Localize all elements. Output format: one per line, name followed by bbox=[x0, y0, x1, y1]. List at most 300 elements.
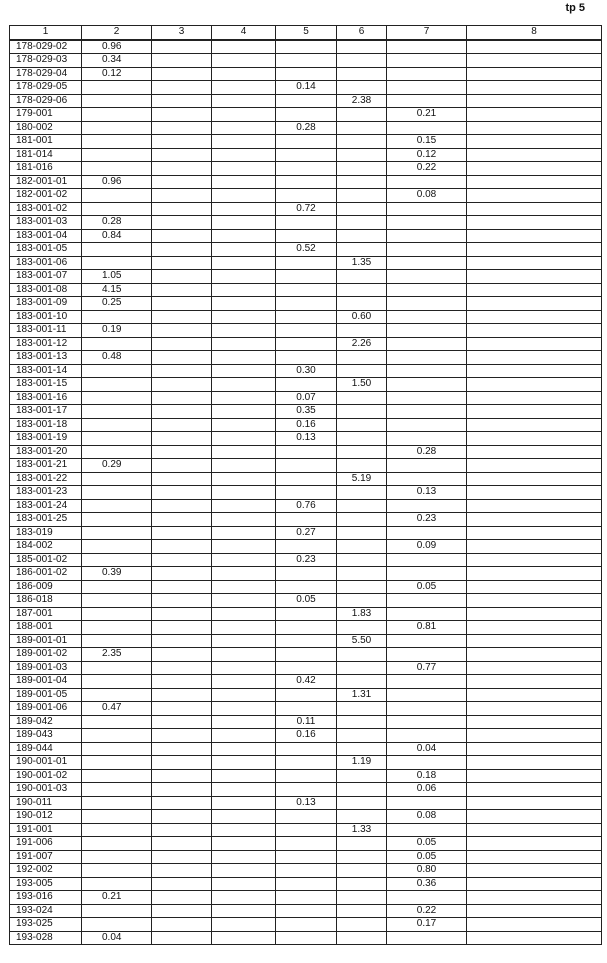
cell-col-3 bbox=[152, 526, 212, 540]
cell-col-7 bbox=[387, 324, 467, 338]
cell-col-5: 0.16 bbox=[276, 418, 337, 432]
cell-col-6 bbox=[337, 297, 387, 311]
cell-col-8 bbox=[467, 175, 602, 189]
cell-col-4 bbox=[212, 621, 276, 635]
cell-col-5: 0.42 bbox=[276, 675, 337, 689]
cell-col-1: 183-001-12 bbox=[10, 337, 82, 351]
cell-col-1: 188-001 bbox=[10, 621, 82, 635]
cell-col-2 bbox=[82, 864, 152, 878]
cell-col-2 bbox=[82, 540, 152, 554]
cell-col-7 bbox=[387, 823, 467, 837]
cell-col-6 bbox=[337, 729, 387, 743]
cell-col-1: 189-044 bbox=[10, 742, 82, 756]
cell-col-5 bbox=[276, 783, 337, 797]
table-row bbox=[10, 351, 602, 365]
cell-col-7 bbox=[387, 81, 467, 95]
cell-col-2 bbox=[82, 769, 152, 783]
cell-col-5 bbox=[276, 472, 337, 486]
cell-col-5 bbox=[276, 918, 337, 932]
cell-col-3 bbox=[152, 351, 212, 365]
cell-col-6 bbox=[337, 459, 387, 473]
cell-col-2 bbox=[82, 189, 152, 203]
cell-col-7: 0.06 bbox=[387, 783, 467, 797]
cell-col-8 bbox=[467, 891, 602, 905]
cell-col-7 bbox=[387, 405, 467, 419]
cell-col-8 bbox=[467, 918, 602, 932]
table-row bbox=[10, 499, 602, 513]
cell-col-3 bbox=[152, 216, 212, 230]
cell-col-7: 0.81 bbox=[387, 621, 467, 635]
cell-col-2 bbox=[82, 715, 152, 729]
cell-col-6 bbox=[337, 67, 387, 81]
cell-col-7 bbox=[387, 310, 467, 324]
cell-col-1: 178-029-05 bbox=[10, 81, 82, 95]
cell-col-3 bbox=[152, 864, 212, 878]
cell-col-8 bbox=[467, 108, 602, 122]
cell-col-8 bbox=[467, 553, 602, 567]
cell-col-7: 0.04 bbox=[387, 742, 467, 756]
cell-col-7 bbox=[387, 432, 467, 446]
cell-col-5 bbox=[276, 67, 337, 81]
cell-col-5 bbox=[276, 756, 337, 770]
cell-col-5: 0.16 bbox=[276, 729, 337, 743]
cell-col-8 bbox=[467, 661, 602, 675]
cell-col-6: 5.50 bbox=[337, 634, 387, 648]
cell-col-6 bbox=[337, 270, 387, 284]
cell-col-5 bbox=[276, 702, 337, 716]
cell-col-7: 0.28 bbox=[387, 445, 467, 459]
cell-col-5 bbox=[276, 94, 337, 108]
cell-col-3 bbox=[152, 877, 212, 891]
cell-col-6 bbox=[337, 202, 387, 216]
cell-col-4 bbox=[212, 756, 276, 770]
cell-col-8 bbox=[467, 675, 602, 689]
cell-col-2: 2.35 bbox=[82, 648, 152, 662]
cell-col-4 bbox=[212, 580, 276, 594]
table-row bbox=[10, 175, 602, 189]
cell-col-4 bbox=[212, 432, 276, 446]
cell-col-1: 183-001-21 bbox=[10, 459, 82, 473]
cell-col-3 bbox=[152, 202, 212, 216]
cell-col-5: 0.35 bbox=[276, 405, 337, 419]
cell-col-6 bbox=[337, 904, 387, 918]
cell-col-7 bbox=[387, 364, 467, 378]
table-row bbox=[10, 594, 602, 608]
cell-col-2 bbox=[82, 756, 152, 770]
cell-col-4 bbox=[212, 418, 276, 432]
cell-col-5 bbox=[276, 931, 337, 945]
cell-col-7: 0.18 bbox=[387, 769, 467, 783]
table-row bbox=[10, 148, 602, 162]
cell-col-7 bbox=[387, 418, 467, 432]
cell-col-8 bbox=[467, 310, 602, 324]
cell-col-7 bbox=[387, 337, 467, 351]
cell-col-4 bbox=[212, 513, 276, 527]
cell-col-2: 0.96 bbox=[82, 175, 152, 189]
table-row bbox=[10, 648, 602, 662]
table-row bbox=[10, 364, 602, 378]
cell-col-1: 191-007 bbox=[10, 850, 82, 864]
cell-col-2 bbox=[82, 391, 152, 405]
cell-col-3 bbox=[152, 310, 212, 324]
cell-col-7: 0.17 bbox=[387, 918, 467, 932]
cell-col-8 bbox=[467, 810, 602, 824]
cell-col-2: 0.39 bbox=[82, 567, 152, 581]
cell-col-1: 184-002 bbox=[10, 540, 82, 554]
cell-col-7 bbox=[387, 648, 467, 662]
cell-col-8 bbox=[467, 769, 602, 783]
cell-col-1: 183-019 bbox=[10, 526, 82, 540]
cell-col-6: 1.83 bbox=[337, 607, 387, 621]
cell-col-3 bbox=[152, 918, 212, 932]
table-row bbox=[10, 432, 602, 446]
cell-col-3 bbox=[152, 418, 212, 432]
cell-col-5 bbox=[276, 324, 337, 338]
cell-col-3 bbox=[152, 931, 212, 945]
cell-col-3 bbox=[152, 783, 212, 797]
cell-col-4 bbox=[212, 675, 276, 689]
cell-col-2 bbox=[82, 580, 152, 594]
cell-col-1: 189-001-01 bbox=[10, 634, 82, 648]
cell-col-6 bbox=[337, 513, 387, 527]
cell-col-3 bbox=[152, 378, 212, 392]
cell-col-6 bbox=[337, 526, 387, 540]
cell-col-7 bbox=[387, 94, 467, 108]
cell-col-3 bbox=[152, 189, 212, 203]
cell-col-7 bbox=[387, 715, 467, 729]
cell-col-3 bbox=[152, 796, 212, 810]
cell-col-7 bbox=[387, 121, 467, 135]
cell-col-3 bbox=[152, 621, 212, 635]
table-row bbox=[10, 796, 602, 810]
cell-col-6 bbox=[337, 877, 387, 891]
cell-col-3 bbox=[152, 823, 212, 837]
cell-col-1: 183-001-18 bbox=[10, 418, 82, 432]
cell-col-7 bbox=[387, 729, 467, 743]
cell-col-6 bbox=[337, 148, 387, 162]
table-row bbox=[10, 742, 602, 756]
table-row bbox=[10, 216, 602, 230]
cell-col-1: 183-001-24 bbox=[10, 499, 82, 513]
cell-col-1: 193-024 bbox=[10, 904, 82, 918]
cell-col-7 bbox=[387, 688, 467, 702]
cell-col-2 bbox=[82, 742, 152, 756]
cell-col-2 bbox=[82, 378, 152, 392]
cell-col-2 bbox=[82, 499, 152, 513]
cell-col-6 bbox=[337, 783, 387, 797]
cell-col-1: 189-043 bbox=[10, 729, 82, 743]
table-row bbox=[10, 337, 602, 351]
cell-col-2: 0.96 bbox=[82, 40, 152, 54]
cell-col-7: 0.23 bbox=[387, 513, 467, 527]
cell-col-1: 180-002 bbox=[10, 121, 82, 135]
cell-col-3 bbox=[152, 769, 212, 783]
cell-col-1: 191-001 bbox=[10, 823, 82, 837]
cell-col-5: 0.05 bbox=[276, 594, 337, 608]
cell-col-2 bbox=[82, 94, 152, 108]
cell-col-5 bbox=[276, 297, 337, 311]
cell-col-3 bbox=[152, 594, 212, 608]
table-row bbox=[10, 283, 602, 297]
cell-col-1: 183-001-22 bbox=[10, 472, 82, 486]
cell-col-1: 183-001-25 bbox=[10, 513, 82, 527]
cell-col-2 bbox=[82, 823, 152, 837]
cell-col-3 bbox=[152, 270, 212, 284]
cell-col-5: 0.23 bbox=[276, 553, 337, 567]
cell-col-6 bbox=[337, 216, 387, 230]
cell-col-6 bbox=[337, 675, 387, 689]
cell-col-8 bbox=[467, 837, 602, 851]
cell-col-4 bbox=[212, 526, 276, 540]
cell-col-2 bbox=[82, 162, 152, 176]
cell-col-6 bbox=[337, 540, 387, 554]
table-row bbox=[10, 202, 602, 216]
cell-col-6: 0.60 bbox=[337, 310, 387, 324]
cell-col-4 bbox=[212, 67, 276, 81]
table-row bbox=[10, 823, 602, 837]
cell-col-7 bbox=[387, 526, 467, 540]
cell-col-2 bbox=[82, 256, 152, 270]
cell-col-5 bbox=[276, 607, 337, 621]
cell-col-4 bbox=[212, 310, 276, 324]
table-row bbox=[10, 94, 602, 108]
cell-col-8 bbox=[467, 472, 602, 486]
cell-col-1: 183-001-07 bbox=[10, 270, 82, 284]
cell-col-3 bbox=[152, 810, 212, 824]
cell-col-3 bbox=[152, 472, 212, 486]
table-row bbox=[10, 256, 602, 270]
cell-col-7 bbox=[387, 351, 467, 365]
cell-col-4 bbox=[212, 634, 276, 648]
column-header-4: 4 bbox=[212, 26, 276, 40]
cell-col-4 bbox=[212, 81, 276, 95]
cell-col-3 bbox=[152, 337, 212, 351]
cell-col-1: 186-018 bbox=[10, 594, 82, 608]
table-row bbox=[10, 931, 602, 945]
cell-col-3 bbox=[152, 648, 212, 662]
cell-col-4 bbox=[212, 256, 276, 270]
cell-col-5: 0.13 bbox=[276, 432, 337, 446]
cell-col-4 bbox=[212, 216, 276, 230]
cell-col-8 bbox=[467, 94, 602, 108]
cell-col-7 bbox=[387, 702, 467, 716]
cell-col-2: 1.05 bbox=[82, 270, 152, 284]
cell-col-8 bbox=[467, 715, 602, 729]
cell-col-2: 0.28 bbox=[82, 216, 152, 230]
cell-col-7: 0.05 bbox=[387, 580, 467, 594]
cell-col-4 bbox=[212, 594, 276, 608]
cell-col-5 bbox=[276, 486, 337, 500]
cell-col-8 bbox=[467, 850, 602, 864]
cell-col-6 bbox=[337, 432, 387, 446]
cell-col-2 bbox=[82, 850, 152, 864]
cell-col-8 bbox=[467, 931, 602, 945]
cell-col-1: 193-025 bbox=[10, 918, 82, 932]
cell-col-7 bbox=[387, 243, 467, 257]
cell-col-6 bbox=[337, 81, 387, 95]
cell-col-4 bbox=[212, 445, 276, 459]
cell-col-8 bbox=[467, 67, 602, 81]
cell-col-8 bbox=[467, 783, 602, 797]
cell-col-6 bbox=[337, 810, 387, 824]
page-label: tp 5 bbox=[565, 2, 585, 14]
cell-col-4 bbox=[212, 918, 276, 932]
cell-col-1: 187-001 bbox=[10, 607, 82, 621]
cell-col-4 bbox=[212, 783, 276, 797]
cell-col-8 bbox=[467, 121, 602, 135]
cell-col-8 bbox=[467, 418, 602, 432]
cell-col-5: 0.07 bbox=[276, 391, 337, 405]
cell-col-2 bbox=[82, 243, 152, 257]
cell-col-8 bbox=[467, 324, 602, 338]
cell-col-6: 5.19 bbox=[337, 472, 387, 486]
table-row bbox=[10, 243, 602, 257]
cell-col-4 bbox=[212, 364, 276, 378]
table-row bbox=[10, 108, 602, 122]
cell-col-2: 0.34 bbox=[82, 54, 152, 68]
cell-col-7 bbox=[387, 40, 467, 54]
cell-col-8 bbox=[467, 283, 602, 297]
cell-col-6 bbox=[337, 391, 387, 405]
cell-col-2: 0.25 bbox=[82, 297, 152, 311]
cell-col-4 bbox=[212, 729, 276, 743]
cell-col-8 bbox=[467, 580, 602, 594]
cell-col-7 bbox=[387, 216, 467, 230]
cell-col-3 bbox=[152, 540, 212, 554]
cell-col-1: 189-042 bbox=[10, 715, 82, 729]
cell-col-3 bbox=[152, 715, 212, 729]
cell-col-5 bbox=[276, 256, 337, 270]
cell-col-2 bbox=[82, 135, 152, 149]
cell-col-2: 0.48 bbox=[82, 351, 152, 365]
cell-col-6: 2.26 bbox=[337, 337, 387, 351]
cell-col-6 bbox=[337, 580, 387, 594]
cell-col-3 bbox=[152, 94, 212, 108]
cell-col-8 bbox=[467, 864, 602, 878]
table-row bbox=[10, 918, 602, 932]
cell-col-2 bbox=[82, 121, 152, 135]
table-row bbox=[10, 67, 602, 81]
cell-col-8 bbox=[467, 243, 602, 257]
cell-col-6: 1.19 bbox=[337, 756, 387, 770]
cell-col-7 bbox=[387, 202, 467, 216]
table-row bbox=[10, 756, 602, 770]
table-row bbox=[10, 634, 602, 648]
cell-col-3 bbox=[152, 175, 212, 189]
cell-col-2 bbox=[82, 202, 152, 216]
cell-col-4 bbox=[212, 904, 276, 918]
cell-col-5 bbox=[276, 135, 337, 149]
cell-col-6 bbox=[337, 405, 387, 419]
cell-col-6 bbox=[337, 364, 387, 378]
cell-col-6 bbox=[337, 594, 387, 608]
cell-col-5 bbox=[276, 162, 337, 176]
cell-col-7 bbox=[387, 931, 467, 945]
cell-col-1: 183-001-19 bbox=[10, 432, 82, 446]
table-row bbox=[10, 162, 602, 176]
cell-col-5 bbox=[276, 459, 337, 473]
table-row bbox=[10, 553, 602, 567]
cell-col-1: 190-001-02 bbox=[10, 769, 82, 783]
cell-col-5 bbox=[276, 54, 337, 68]
cell-col-5 bbox=[276, 229, 337, 243]
cell-col-1: 193-005 bbox=[10, 877, 82, 891]
cell-col-2 bbox=[82, 918, 152, 932]
cell-col-1: 178-029-06 bbox=[10, 94, 82, 108]
cell-col-7 bbox=[387, 283, 467, 297]
cell-col-3 bbox=[152, 391, 212, 405]
cell-col-6 bbox=[337, 445, 387, 459]
cell-col-4 bbox=[212, 162, 276, 176]
cell-col-3 bbox=[152, 837, 212, 851]
cell-col-2 bbox=[82, 148, 152, 162]
cell-col-5: 0.27 bbox=[276, 526, 337, 540]
cell-col-8 bbox=[467, 513, 602, 527]
cell-col-5: 0.14 bbox=[276, 81, 337, 95]
table-row bbox=[10, 526, 602, 540]
cell-col-3 bbox=[152, 54, 212, 68]
cell-col-2: 0.84 bbox=[82, 229, 152, 243]
cell-col-6 bbox=[337, 121, 387, 135]
cell-col-3 bbox=[152, 81, 212, 95]
cell-col-8 bbox=[467, 148, 602, 162]
table-row bbox=[10, 810, 602, 824]
table-row bbox=[10, 418, 602, 432]
cell-col-1: 182-001-02 bbox=[10, 189, 82, 203]
cell-col-7: 0.08 bbox=[387, 810, 467, 824]
cell-col-5 bbox=[276, 891, 337, 905]
cell-col-6 bbox=[337, 837, 387, 851]
cell-col-7: 0.09 bbox=[387, 540, 467, 554]
cell-col-4 bbox=[212, 567, 276, 581]
cell-col-8 bbox=[467, 459, 602, 473]
cell-col-8 bbox=[467, 499, 602, 513]
cell-col-2 bbox=[82, 486, 152, 500]
cell-col-4 bbox=[212, 229, 276, 243]
cell-col-5: 0.30 bbox=[276, 364, 337, 378]
cell-col-3 bbox=[152, 567, 212, 581]
table-row bbox=[10, 310, 602, 324]
cell-col-8 bbox=[467, 634, 602, 648]
cell-col-7 bbox=[387, 607, 467, 621]
table-row bbox=[10, 459, 602, 473]
cell-col-3 bbox=[152, 688, 212, 702]
cell-col-5 bbox=[276, 351, 337, 365]
cell-col-7: 0.77 bbox=[387, 661, 467, 675]
cell-col-5 bbox=[276, 661, 337, 675]
cell-col-8 bbox=[467, 297, 602, 311]
table-row bbox=[10, 81, 602, 95]
cell-col-1: 183-001-10 bbox=[10, 310, 82, 324]
cell-col-2 bbox=[82, 432, 152, 446]
cell-col-7 bbox=[387, 756, 467, 770]
cell-col-1: 189-001-05 bbox=[10, 688, 82, 702]
cell-col-1: 191-006 bbox=[10, 837, 82, 851]
table-row bbox=[10, 270, 602, 284]
cell-col-5 bbox=[276, 445, 337, 459]
cell-col-6 bbox=[337, 850, 387, 864]
cell-col-8 bbox=[467, 364, 602, 378]
data-table bbox=[9, 25, 602, 945]
cell-col-2 bbox=[82, 810, 152, 824]
table-row bbox=[10, 513, 602, 527]
cell-col-8 bbox=[467, 81, 602, 95]
cell-col-6 bbox=[337, 931, 387, 945]
cell-col-3 bbox=[152, 634, 212, 648]
cell-col-1: 183-001-06 bbox=[10, 256, 82, 270]
table-row bbox=[10, 580, 602, 594]
cell-col-8 bbox=[467, 391, 602, 405]
